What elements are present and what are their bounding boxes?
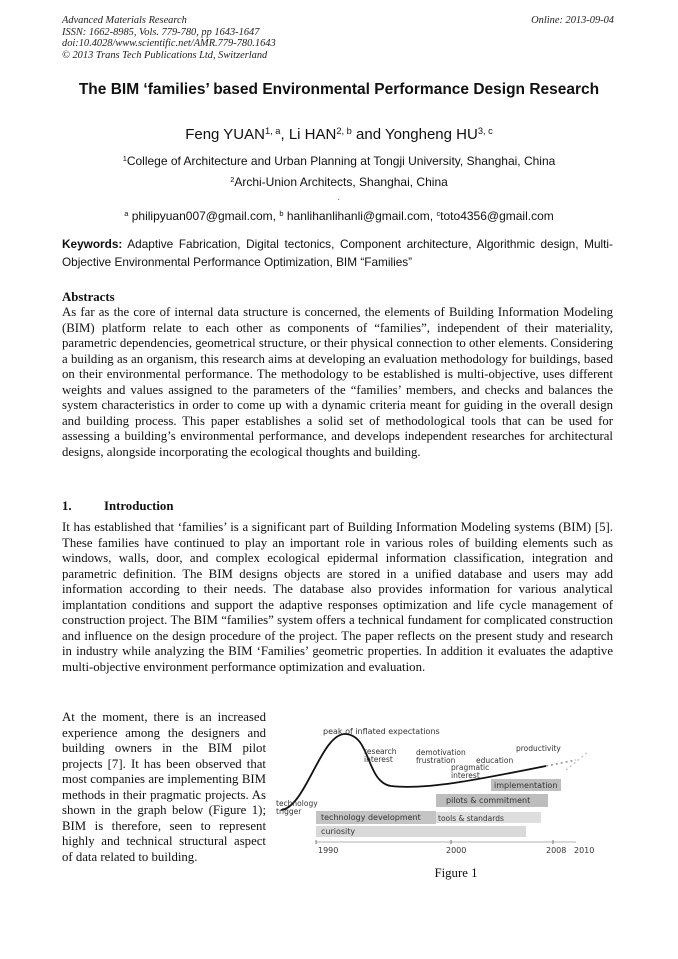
abstract-heading: Abstracts [62, 290, 115, 304]
hype-cycle-chart [276, 722, 596, 862]
label-technology-trigger: technology trigger [276, 799, 318, 816]
email-link[interactable]: philipyuan007@gmail.com [131, 209, 273, 223]
label-pragmatic: pragmatic interest [451, 763, 490, 780]
journal-header [62, 15, 276, 61]
bar-label-pilots: pilots & commitment [446, 796, 531, 805]
journal-name: Advanced Materials Research [62, 15, 187, 26]
author-superscript: 2, b [336, 126, 352, 137]
author-name: Feng YUAN [185, 126, 265, 143]
hype-curve-projection-2 [566, 752, 588, 770]
figure-caption: Figure 1 [434, 866, 478, 880]
intro-paragraph: It has established that ‘families’ is a significant part of Building Information Modeling systems (BIM) [5]. These families have continued to play an important role in various roles of building elements such as windows, walls, door, and complex ecological epidermal information classification, integration and parametric definition. The BIM designs objects are stored in a unified database and users may add information according to their needs. The database also provides information for various analytical implantation conditions and support the adaptive responses optimization and life cycle management of construction project. The BIM “families” system offers a technical fundament for complicated construction and influence on the design procedure of the project. The paper reflects on the present study and research in industry while analyzing the BIM ‘Families’ geometric properties. In addition it evaluates the adaptive multi-objective environment performance optimization and evaluation. [62, 520, 613, 674]
label-education: education [476, 756, 514, 765]
tick-label-2000: 2000 [446, 846, 467, 855]
label-research-2: interest [364, 755, 393, 764]
label-peak: peak of inflated expectations [323, 727, 440, 736]
tick-label-1990: 1990 [318, 846, 339, 855]
author-name: Yongheng HU [384, 126, 478, 143]
keywords [62, 235, 613, 271]
author-superscript: 1, a [264, 126, 281, 137]
affiliation: $^1$College of Architecture and Urban Planning at Tongji University, Shanghai, China [122, 154, 556, 168]
label-productivity: productivity [516, 744, 561, 753]
label-research [364, 747, 399, 764]
copyright: © 2013 Trans Tech Publications Ltd, Switzerland [62, 49, 268, 61]
section-number: 1. [62, 499, 72, 513]
separator-dot: · [337, 194, 341, 205]
bar-label-tools: tools & standards [438, 814, 504, 823]
online-date: Online: 2013-09-04 [531, 15, 614, 26]
bar-label-curiosity: curiosity [321, 827, 356, 836]
label-demotivation: demotivation frustration [416, 748, 466, 765]
email-link[interactable]: hanlihanlihanli@gmail.com [286, 209, 430, 223]
tick-label-2010: 2010 [574, 846, 595, 855]
intro-paragraph-2: At the moment, there is an increased experience among the designers and building owners in the BIM pilot projects [7]. It has been observed that most companies are implementing BIM methods in their pragmatic projects. As shown in the graph below (Figure 1); BIM is therefore, seen to represent highly and technical structural aspect of data related to building. [62, 710, 266, 864]
hype-curve-projection [546, 760, 576, 766]
email-list: $^a$ philipyuan007@gmail.com, $^b$ hanlihanlihanli@gmail.com, $^c$toto4356@gmail.com [124, 209, 554, 223]
section-heading: Introduction [104, 499, 174, 513]
paper-title: The BIM ‘families’ based Environmental Performance Design Research [78, 81, 600, 98]
email-link[interactable]: toto4356@gmail.com [440, 209, 554, 223]
bar-label-implementation: implementation [494, 781, 558, 790]
abstract-text: As far as the core of internal data structure is concerned, the elements of Building Information Modeling (BIM) platform relate to each other as components of “families”, independent of their materiality, parametric dependencies, geometrical structure, or their physical connection to other elements. Considering a building as an organism, this research aims at developing an evaluation methodology for buildings, based on their environmental performance. The methodology to be established is multi-objective, uses different weights and values assigned to the parameters of the “families’ members, and checks and balances the system characteristics in order to come up with a dynamic criteria meant for guiding in the overall design and building process. This paper establishes a solid set of methodological tools that can be used for assessing a building’s environmental performance, and develops independent researches for architectural designs, alongside incorporating the ecological thoughts and building. [62, 305, 613, 459]
issn: ISSN: 1662-8985, Vols. 779-780, pp 1643-1647 [62, 26, 260, 38]
doi: doi:10.4028/www.scientific.net/AMR.779-780.1643 [62, 38, 276, 49]
figure-1 [276, 722, 596, 862]
bar-label-technology-development: technology development [321, 813, 421, 822]
keywords-text: Adaptive Fabrication, Digital tectonics, Component architecture, Algorithmic design, Multi-Objective Environmental Performance Optimization, BIM “Families” [62, 237, 613, 269]
author-name: Li HAN [288, 126, 337, 143]
author-superscript: 3, c [477, 126, 493, 137]
affiliation: $^2$Archi-Union Architects, Shanghai, China [230, 175, 448, 189]
keywords-label: Keywords: [62, 237, 123, 251]
tick-label-2008: 2008 [546, 846, 567, 855]
author-list: Feng YUAN$^{1, a}$, Li HAN$^{2, b}$ and Yongheng HU$^{3, c}$ [185, 126, 493, 143]
label-research-1: research [364, 747, 397, 756]
